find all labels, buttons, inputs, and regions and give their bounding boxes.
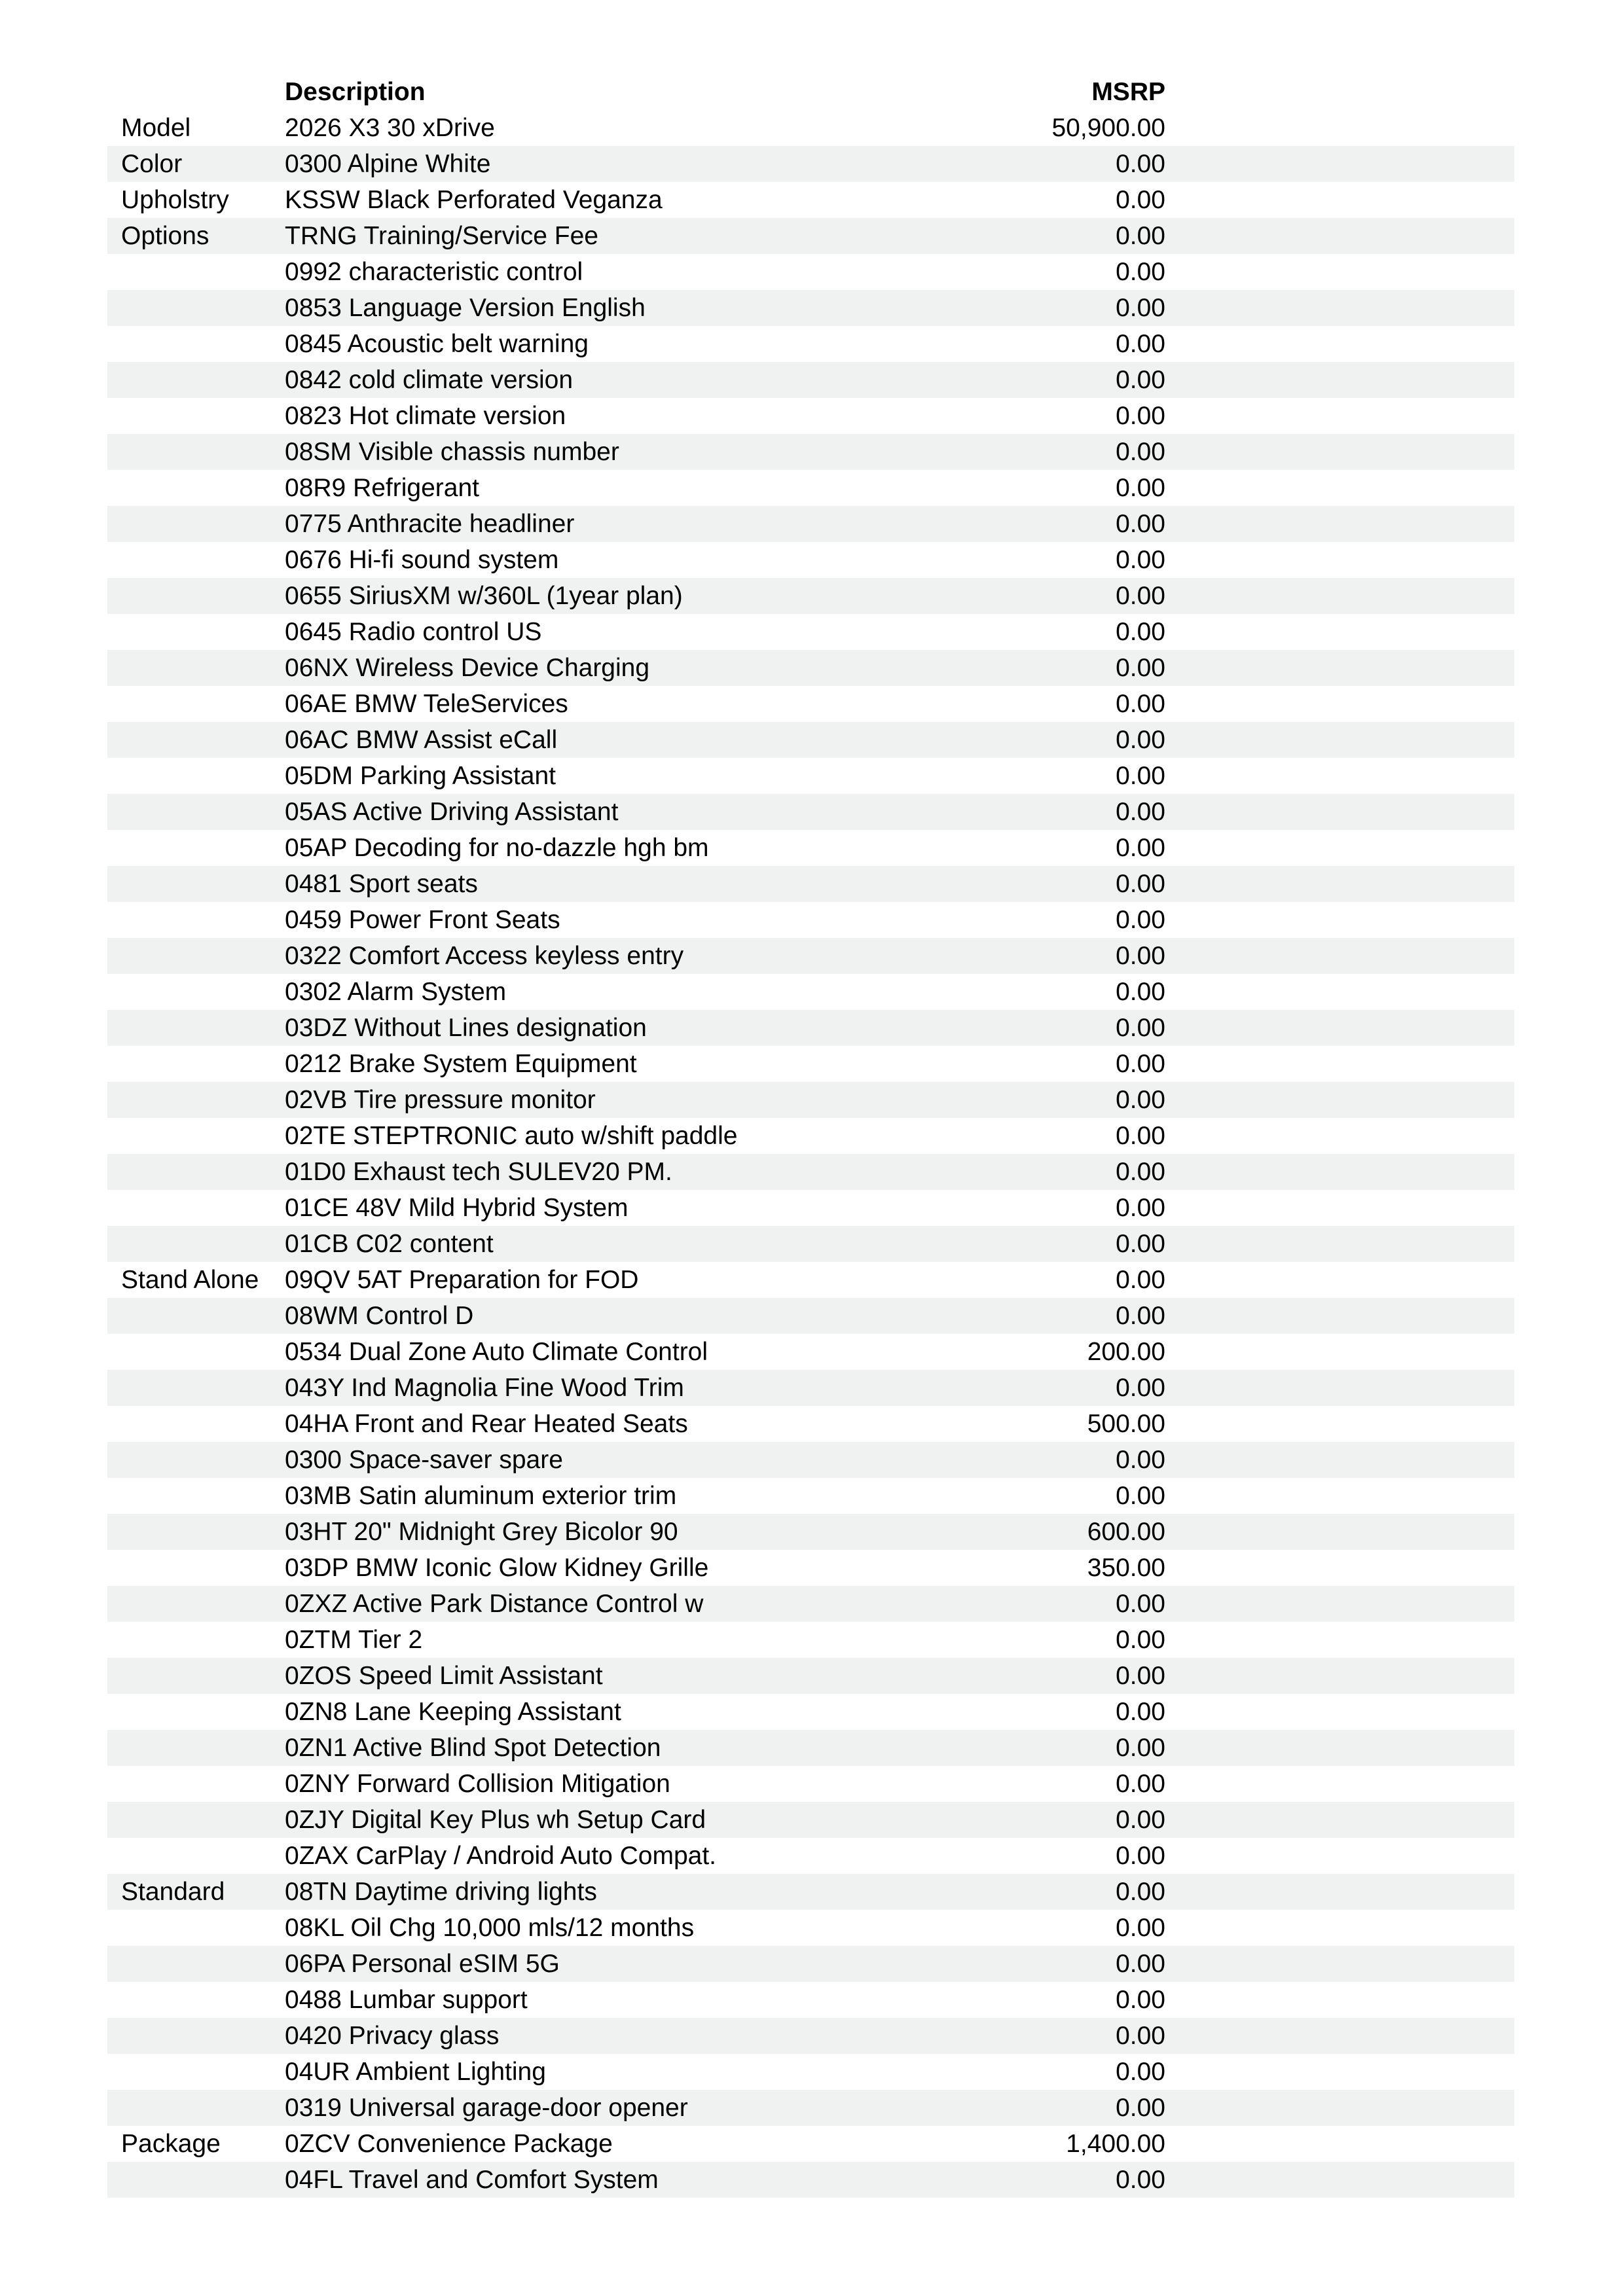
- row-description: 0ZCV Convenience Package: [285, 2130, 613, 2158]
- table-row: [107, 326, 1514, 362]
- row-description: 0823 Hot climate version: [285, 402, 566, 430]
- row-msrp: 50,900.00: [1051, 114, 1165, 142]
- row-description: 0ZN1 Active Blind Spot Detection: [285, 1734, 661, 1762]
- row-description: 05AP Decoding for no-dazzle hgh bm: [285, 834, 709, 862]
- row-description: 0302 Alarm System: [285, 978, 507, 1006]
- table-row: [107, 1334, 1514, 1370]
- row-description: 03DZ Without Lines designation: [285, 1014, 647, 1042]
- row-description: 0645 Radio control US: [285, 618, 542, 646]
- table-row: [107, 722, 1514, 758]
- table-row: [107, 1622, 1514, 1658]
- row-msrp: 0.00: [1116, 834, 1165, 862]
- row-description: 03MB Satin aluminum exterior trim: [285, 1482, 677, 1510]
- row-description: 01D0 Exhaust tech SULEV20 PM.: [285, 1158, 672, 1186]
- row-msrp: 0.00: [1116, 726, 1165, 754]
- table-row: [107, 686, 1514, 722]
- row-description: TRNG Training/Service Fee: [285, 222, 598, 250]
- table-row: [107, 182, 1514, 218]
- table-row: [107, 398, 1514, 434]
- table-row: [107, 110, 1514, 146]
- row-msrp: 0.00: [1116, 1806, 1165, 1834]
- row-msrp: 0.00: [1116, 1986, 1165, 2014]
- row-description: 0ZAX CarPlay / Android Auto Compat.: [285, 1842, 717, 1870]
- row-description: 0488 Lumbar support: [285, 1986, 528, 2014]
- row-category: Model: [121, 114, 191, 142]
- row-description: 0853 Language Version English: [285, 294, 646, 322]
- table-row: [107, 758, 1514, 794]
- row-msrp: 0.00: [1116, 1626, 1165, 1654]
- row-description: 03DP BMW Iconic Glow Kidney Grille: [285, 1554, 709, 1582]
- row-description: 06PA Personal eSIM 5G: [285, 1950, 560, 1978]
- table-row: [107, 614, 1514, 650]
- row-description: 08R9 Refrigerant: [285, 474, 479, 502]
- row-description: 04FL Travel and Comfort System: [285, 2166, 659, 2194]
- row-description: 0992 characteristic control: [285, 258, 583, 286]
- table-row: [107, 1406, 1514, 1442]
- row-description: 0ZOS Speed Limit Assistant: [285, 1662, 603, 1690]
- row-msrp: 0.00: [1116, 1878, 1165, 1906]
- row-description: 0842 cold climate version: [285, 366, 574, 394]
- table-row: [107, 1190, 1514, 1226]
- row-msrp: 0.00: [1116, 1050, 1165, 1078]
- row-description: 0212 Brake System Equipment: [285, 1050, 637, 1078]
- row-msrp: 0.00: [1116, 510, 1165, 538]
- row-description: 08KL Oil Chg 10,000 mls/12 months: [285, 1914, 695, 1942]
- table-row: [107, 2018, 1514, 2054]
- row-msrp: 0.00: [1116, 1842, 1165, 1870]
- row-msrp: 0.00: [1116, 1194, 1165, 1222]
- row-msrp: 0.00: [1116, 1086, 1165, 1114]
- row-msrp: 0.00: [1116, 1374, 1165, 1402]
- table-row: [107, 1694, 1514, 1730]
- row-description: 03HT 20" Midnight Grey Bicolor 90: [285, 1518, 678, 1546]
- row-description: 0ZJY Digital Key Plus wh Setup Card: [285, 1806, 706, 1834]
- table-row: [107, 146, 1514, 182]
- row-msrp: 0.00: [1116, 1914, 1165, 1942]
- row-description: 06AE BMW TeleServices: [285, 690, 568, 718]
- table-body: [107, 110, 1514, 2198]
- header-description: Description: [285, 78, 426, 106]
- row-description: 0420 Privacy glass: [285, 2022, 500, 2050]
- row-description: 0534 Dual Zone Auto Climate Control: [285, 1338, 708, 1366]
- row-msrp: 0.00: [1116, 330, 1165, 358]
- table-row: [107, 1514, 1514, 1550]
- row-description: 0319 Universal garage-door opener: [285, 2094, 688, 2122]
- row-msrp: 1,400.00: [1066, 2130, 1165, 2158]
- row-description: 2026 X3 30 xDrive: [285, 114, 495, 142]
- row-description: 0322 Comfort Access keyless entry: [285, 942, 684, 970]
- table-row: [107, 1802, 1514, 1838]
- row-description: 08TN Daytime driving lights: [285, 1878, 597, 1906]
- table-row: [107, 650, 1514, 686]
- row-description: 0ZN8 Lane Keeping Assistant: [285, 1698, 621, 1726]
- row-description: 01CB C02 content: [285, 1230, 494, 1258]
- row-msrp: 500.00: [1087, 1410, 1165, 1438]
- row-msrp: 600.00: [1087, 1518, 1165, 1546]
- row-msrp: 0.00: [1116, 582, 1165, 610]
- table-row: [107, 1550, 1514, 1586]
- row-description: 0676 Hi-fi sound system: [285, 546, 559, 574]
- table-row: [107, 2054, 1514, 2090]
- row-msrp: 0.00: [1116, 762, 1165, 790]
- row-msrp: 0.00: [1116, 654, 1165, 682]
- row-msrp: 0.00: [1116, 1158, 1165, 1186]
- row-msrp: 0.00: [1116, 1950, 1165, 1978]
- row-description: 0775 Anthracite headliner: [285, 510, 575, 538]
- table-row: [107, 1730, 1514, 1766]
- table-row: [107, 1586, 1514, 1622]
- row-msrp: 0.00: [1116, 1662, 1165, 1690]
- table-row: [107, 1226, 1514, 1262]
- row-msrp: 0.00: [1116, 798, 1165, 826]
- row-msrp: 0.00: [1116, 1590, 1165, 1618]
- row-description: 08WM Control D: [285, 1302, 474, 1330]
- table-row: [107, 1658, 1514, 1694]
- table-row: [107, 794, 1514, 830]
- table-row: [107, 830, 1514, 866]
- row-msrp: 0.00: [1116, 1266, 1165, 1294]
- table-row: [107, 362, 1514, 398]
- row-msrp: 0.00: [1116, 546, 1165, 574]
- row-msrp: 0.00: [1116, 438, 1165, 466]
- row-category: Stand Alone: [121, 1266, 259, 1294]
- row-msrp: 0.00: [1116, 150, 1165, 178]
- table-row: [107, 1370, 1514, 1406]
- row-description: 09QV 5AT Preparation for FOD: [285, 1266, 639, 1294]
- table-row: [107, 1154, 1514, 1190]
- row-description: KSSW Black Perforated Veganza: [285, 186, 663, 214]
- table-row: [107, 470, 1514, 506]
- row-description: 043Y Ind Magnolia Fine Wood Trim: [285, 1374, 684, 1402]
- row-msrp: 0.00: [1116, 1302, 1165, 1330]
- row-msrp: 0.00: [1116, 1230, 1165, 1258]
- row-category: Package: [121, 2130, 221, 2158]
- row-description: 0459 Power Front Seats: [285, 906, 560, 934]
- table-row: [107, 254, 1514, 290]
- row-msrp: 0.00: [1116, 1446, 1165, 1474]
- row-msrp: 0.00: [1116, 222, 1165, 250]
- table-row: [107, 1874, 1514, 1910]
- row-description: 0ZTM Tier 2: [285, 1626, 423, 1654]
- row-msrp: 0.00: [1116, 402, 1165, 430]
- row-description: 02VB Tire pressure monitor: [285, 1086, 596, 1114]
- header-msrp: MSRP: [1091, 78, 1165, 106]
- table-row: [107, 1010, 1514, 1046]
- table-header: [107, 74, 1514, 110]
- row-category: Standard: [121, 1878, 225, 1906]
- row-msrp: 0.00: [1116, 2166, 1165, 2194]
- table-row: [107, 542, 1514, 578]
- row-description: 05DM Parking Assistant: [285, 762, 556, 790]
- row-description: 04HA Front and Rear Heated Seats: [285, 1410, 688, 1438]
- row-msrp: 0.00: [1116, 1698, 1165, 1726]
- table-row: [107, 1118, 1514, 1154]
- table-row: [107, 1946, 1514, 1982]
- row-category: Upholstry: [121, 186, 229, 214]
- row-description: 0ZNY Forward Collision Mitigation: [285, 1770, 670, 1798]
- row-description: 0300 Alpine White: [285, 150, 491, 178]
- table-row: [107, 578, 1514, 614]
- row-msrp: 0.00: [1116, 1770, 1165, 1798]
- table-row: [107, 1478, 1514, 1514]
- table-row: [107, 1046, 1514, 1082]
- row-msrp: 0.00: [1116, 2022, 1165, 2050]
- table-row: [107, 1298, 1514, 1334]
- row-description: 05AS Active Driving Assistant: [285, 798, 619, 826]
- table-row: [107, 2126, 1514, 2162]
- row-msrp: 0.00: [1116, 2058, 1165, 2086]
- table-row: [107, 506, 1514, 542]
- row-msrp: 0.00: [1116, 942, 1165, 970]
- row-msrp: 350.00: [1087, 1554, 1165, 1582]
- row-msrp: 200.00: [1087, 1338, 1165, 1366]
- row-msrp: 0.00: [1116, 618, 1165, 646]
- row-category: Color: [121, 150, 183, 178]
- row-msrp: 0.00: [1116, 870, 1165, 898]
- table-row: [107, 1082, 1514, 1118]
- row-msrp: 0.00: [1116, 906, 1165, 934]
- row-msrp: 0.00: [1116, 474, 1165, 502]
- row-description: 08SM Visible chassis number: [285, 438, 619, 466]
- row-category: Options: [121, 222, 210, 250]
- row-msrp: 0.00: [1116, 366, 1165, 394]
- row-msrp: 0.00: [1116, 1482, 1165, 1510]
- table-row: [107, 866, 1514, 902]
- row-msrp: 0.00: [1116, 978, 1165, 1006]
- table-row: [107, 938, 1514, 974]
- row-description: 02TE STEPTRONIC auto w/shift paddle: [285, 1122, 738, 1150]
- table-row: [107, 1262, 1514, 1298]
- row-description: 0300 Space-saver spare: [285, 1446, 563, 1474]
- table-row: [107, 1766, 1514, 1802]
- table-row: [107, 1838, 1514, 1874]
- msrp-sheet: [107, 74, 1514, 2198]
- table-row: [107, 2162, 1514, 2198]
- table-row: [107, 974, 1514, 1010]
- table-row: [107, 1442, 1514, 1478]
- row-description: 0481 Sport seats: [285, 870, 478, 898]
- row-description: 06AC BMW Assist eCall: [285, 726, 558, 754]
- row-description: 04UR Ambient Lighting: [285, 2058, 546, 2086]
- row-msrp: 0.00: [1116, 186, 1165, 214]
- row-msrp: 0.00: [1116, 258, 1165, 286]
- row-description: 0655 SiriusXM w/360L (1year plan): [285, 582, 683, 610]
- row-msrp: 0.00: [1116, 690, 1165, 718]
- table-row: [107, 2090, 1514, 2126]
- row-description: 06NX Wireless Device Charging: [285, 654, 650, 682]
- row-msrp: 0.00: [1116, 294, 1165, 322]
- table-row: [107, 1982, 1514, 2018]
- row-msrp: 0.00: [1116, 1734, 1165, 1762]
- table-row: [107, 218, 1514, 254]
- table-row: [107, 434, 1514, 470]
- row-description: 0ZXZ Active Park Distance Control w: [285, 1590, 704, 1618]
- row-msrp: 0.00: [1116, 2094, 1165, 2122]
- table-row: [107, 290, 1514, 326]
- row-msrp: 0.00: [1116, 1014, 1165, 1042]
- table-row: [107, 1910, 1514, 1946]
- row-description: 01CE 48V Mild Hybrid System: [285, 1194, 629, 1222]
- row-msrp: 0.00: [1116, 1122, 1165, 1150]
- row-description: 0845 Acoustic belt warning: [285, 330, 589, 358]
- table-row: [107, 902, 1514, 938]
